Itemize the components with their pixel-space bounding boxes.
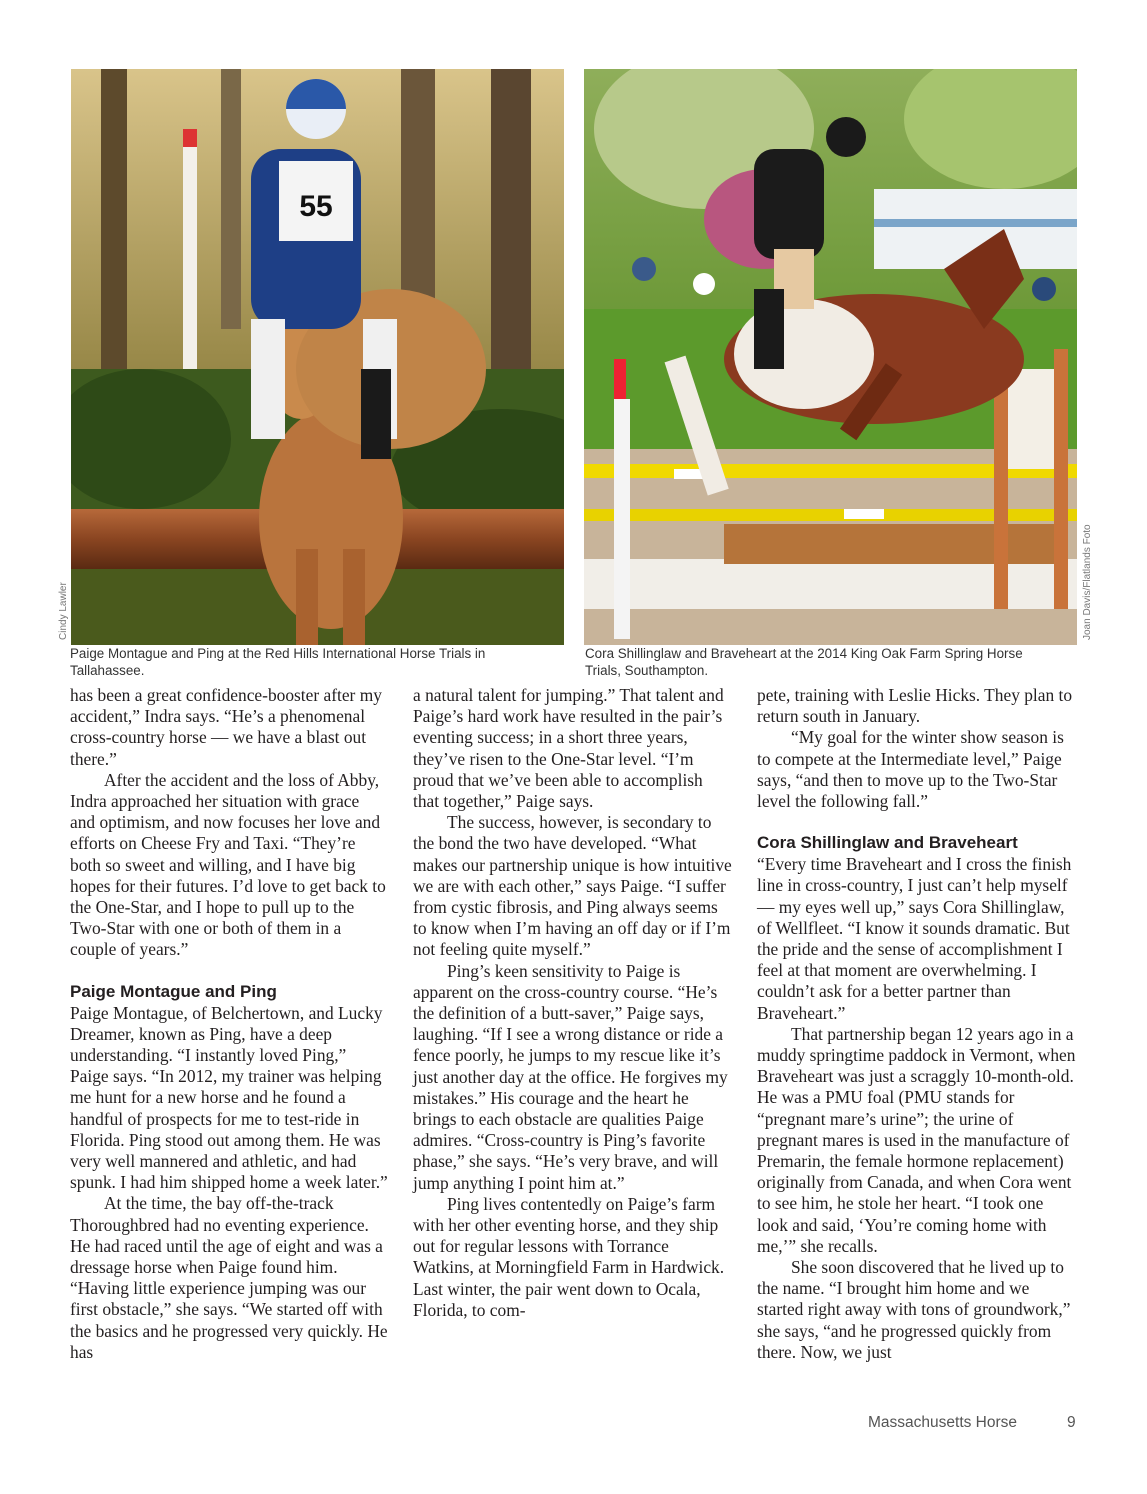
page-number: 9 [1067, 1414, 1076, 1431]
caption-left: Paige Montague and Ping at the Red Hills International Horse Trials in Tallahassee. [70, 646, 486, 678]
paragraph: Ping lives contentedly on Paige’s farm with her other eventing horse, and they ship out for regular lessons with Torrance Watkins, at Morningfield Farm in Hardwick. Last winter, the pair went down to Ocala, Florida, to com- [413, 1193, 725, 1320]
photo-credit-right: Joan Davis/Flatlands Foto [1082, 524, 1093, 640]
photo-credit-left: Cindy Lawler [58, 582, 69, 640]
show-jump-illustration [584, 69, 1077, 645]
paragraph: “Every time Braveheart and I cross the finish line in cross-country, I just can’t help myself — my eyes well up,” says Cora Shillinglaw, of Wellfleet. “I know it sounds dramatic. But the pride and the sense of accomplishment I feel at that moment are overwhelming. I couldn’t ask for a better partner than Braveheart.” [757, 854, 1072, 1023]
paragraph: The success, however, is secondary to the bond the two have developed. “What makes our partnership unique is how intuitive we are with each other,” says Paige. “I suffer from cystic fibrosis, and Ping always seems to know when I’m having an off day or if I’m not feeling quite myself.” [413, 812, 732, 960]
paragraph: a natural talent for jumping.” That talent and Paige’s hard work have resulted in the pair’s eventing success; in a short three years, they’ve risen to the One-Star level. “I’m proud that we’ve been able to accomplish that together,” Paige says. [413, 685, 724, 812]
paragraph: Ping’s keen sensitivity to Paige is apparent on the cross-country course. “He’s the definition of a butt-saver,” Paige says, laughing. “If I see a wrong distance or ride a fence poorly, he jumps to my rescue like it’s just another day at the office. He forgives my mistakes.” His courage and the heart he brings to each obstacle are qualities Paige admires. “Cross-country is Ping’s favorite phase,” she says. “He’s very brave, and will jump anything I point him at.” [413, 960, 728, 1193]
paragraph: At the time, the bay off-the-track Thoroughbred had no eventing experience. He had raced until the age of eight and was a dressage horse when Paige found him. “Having little experience jumping was our first obstacle,” she says. “We started off with the basics and he progressed very quickly. He has [70, 1193, 388, 1362]
photo-cora-and-braveheart [584, 69, 1077, 645]
section-heading: Cora Shillinglaw and Braveheart [757, 833, 1018, 853]
paragraph: “My goal for the winter show season is to compete at the Intermediate level,” Paige says, “and then to move up to the Two-Star level the following fall.” [757, 727, 1064, 812]
paragraph: After the accident and the loss of Abby, Indra approached her situation with grace and optimism, and now focuses her love and efforts on Cheese Fry and Taxi. “They’re both so sweet and willing, and I have big hopes for their futures. I’d love to get back to the One-Star, and I hope to pull up to the Two-Star with one or both of them in a couple of years.” [70, 769, 386, 960]
article-column-3 [757, 685, 1077, 1363]
photo-paige-and-ping [71, 69, 564, 645]
paragraph: That partnership began 12 years ago in a muddy springtime paddock in Vermont, when Braveheart was just a scraggly 10-month-old. He was a PMU foal (PMU stands for “pregnant mare’s urine”; the urine of pregnant mares is used in the manufacture of Premarin, the female hormone replacement) originally from Canada, and when Cora went to see him, he stole her heart. “I took one look and said, ‘You’re coming home with me,’” she recalls. [757, 1023, 1076, 1256]
paragraph: pete, training with Leslie Hicks. They plan to return south in January. [757, 685, 1073, 727]
article-column-1 [70, 685, 388, 1363]
cross-country-jump-illustration [71, 69, 564, 645]
paragraph: She soon discovered that he lived up to the name. “I brought him home and we started right away with tons of groundwork,” she says, “and he progressed quickly from there. Now, we just [757, 1257, 1071, 1362]
paragraph: has been a great confidence-booster after my accident,” Indra says. “He’s a phenomenal cross-country horse — we have a blast out there.” [70, 685, 382, 769]
publication-name: Massachusetts Horse [868, 1414, 1018, 1431]
section-heading: Paige Montague and Ping [70, 981, 277, 1001]
caption-right: Cora Shillinglaw and Braveheart at the 2014 King Oak Farm Spring Horse Trials, Southampton. [585, 646, 1023, 678]
bib-number: 55 [299, 190, 333, 223]
article-column-2 [413, 685, 733, 1321]
paragraph: Paige Montague, of Belchertown, and Lucky Dreamer, known as Ping, have a deep understanding. “I instantly loved Ping,” Paige says. “In 2012, my trainer was helping me hunt for a new horse and he found a handful of prospects for me to test-ride in Florida. Ping stood out among them. He was very well mannered and athletic, and had spunk. I had him shipped home a week later.” [70, 1002, 388, 1193]
